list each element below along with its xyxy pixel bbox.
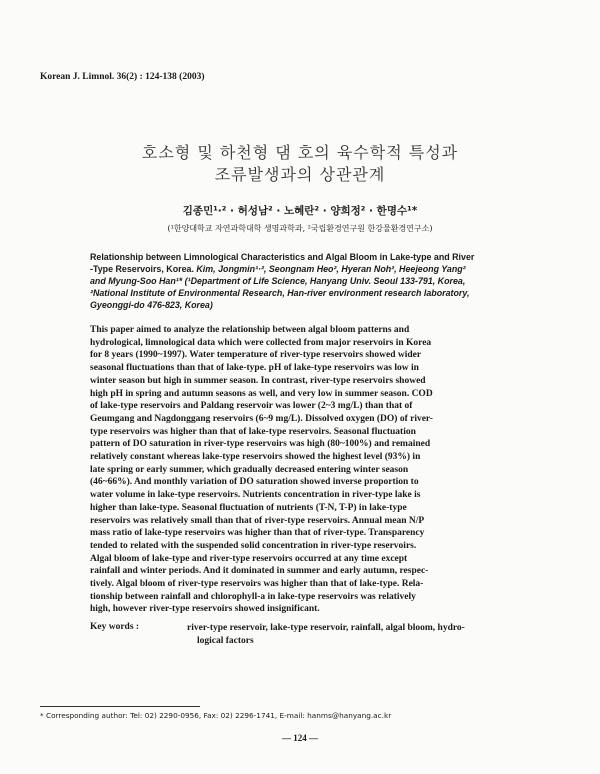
abstract-line: tively. Algal bloom of river-type reservoirs was higher than that of lake-type. Rela- <box>90 579 424 590</box>
english-title-line-1: Relationship between Limnological Characteristics and Algal Bloom in Lake-type and River <box>90 252 475 262</box>
korean-title-line-1: 호소형 및 하천형 댐 호의 육수학적 특성과 <box>141 143 459 162</box>
keywords-line-1: river-type reservoir, lake-type reservoir, rainfall, algal bloom, hydro- <box>187 623 465 633</box>
abstract-line: pattern of DO saturation in river-type reservoirs was high (80~100%) and remained <box>90 439 431 450</box>
abstract-line: This paper aimed to analyze the relationship between algal bloom patterns and <box>90 325 410 335</box>
english-title-line-2 <box>90 263 510 275</box>
abstract-line: (46~66%). And monthly variation of DO saturation showed inverse proportion to <box>90 477 419 488</box>
english-affiliation-line-3: (¹Department of Life Science, Hanyang Univ. Seoul 133-791, Korea, <box>184 276 466 286</box>
abstract-line: late spring or early summer, which gradually decreased entering winter season <box>90 464 409 475</box>
abstract-line: Geumgang and Nagdonggang reservoirs (6~9 mg/L). Dissolved oxygen (DO) of river- <box>90 413 433 424</box>
footnote-divider <box>40 706 200 707</box>
abstract-line: high, however river-type reservoirs showed insignificant. <box>90 604 320 615</box>
abstract-line: of lake-type reservoirs and Paldang reservoir was lower (2~3 mg/L) than that of <box>90 401 413 412</box>
journal-citation: Korean J. Limnol. 36(2) : 124-138 (2003) <box>40 72 205 82</box>
abstract-line: water volume in lake-type reservoirs. Nutrients concentration in river-type lake is <box>90 490 421 501</box>
abstract-line: reservoirs was relatively small than that of river-type reservoirs. Annual mean N/P <box>90 515 425 526</box>
english-authors-line-2: Kim, Jongmin¹·², Seongnam Heo², Hyeran Noh², Heejeong Yang² <box>196 264 466 274</box>
english-affiliation-line-4-text: ²National Institute of Environmental Research, Han-river environment research laboratory, <box>90 288 470 298</box>
korean-authors: 김종민¹·² · 허성남² · 노혜란² · 양희정² · 한명수¹* <box>182 205 418 217</box>
english-affiliation-line-5-text: Gyeonggi-do 476-823, Korea) <box>90 300 213 310</box>
abstract-line: type reservoirs was higher than that of lake-type reservoirs. Seasonal fluctuation <box>90 426 416 437</box>
abstract-line: mass ratio of lake-type reservoirs was higher than that of river-type. Transparency <box>90 528 425 539</box>
korean-affiliation: (¹한양대학교 자연과학대학 생명과학과, ²국립환경연구원 한강물환경연구소) <box>167 224 433 233</box>
abstract-line: for 8 years (1990~1997). Water temperature of river-type reservoirs showed wider <box>90 350 422 361</box>
keywords-text <box>187 622 510 647</box>
abstract-line: hydrological, limnological data which were collected from major reservoirs in Korea <box>90 337 432 348</box>
abstract-line: seasonal fluctuations than that of lake-type. pH of lake-type reservoirs was low in <box>90 363 419 374</box>
page-number: — 124 — <box>282 733 318 743</box>
english-affiliation-line-5 <box>90 299 510 311</box>
abstract-line: Algal bloom of lake-type and river-type reservoirs occurred at any time except <box>90 553 408 564</box>
keywords-label: Key words : <box>90 622 140 632</box>
abstract-line: winter season but high in summer season. In contrast, river-type reservoirs showed <box>90 375 426 386</box>
english-title-block <box>90 251 510 311</box>
corresponding-author-footnote: * Corresponding author: Tel: 02) 2290-0956, Fax: 02) 2296-1741, E-mail: hanms@hanyang.ac.kr <box>40 711 392 720</box>
abstract-line: high pH in spring and autumn seasons as well, and very low in summer season. COD <box>90 388 433 399</box>
keywords-line-2: logical factors <box>197 635 254 646</box>
abstract <box>90 324 510 616</box>
english-authors-line-3: and Myung-Soo Han¹* <box>90 276 183 286</box>
english-affiliation-line-4 <box>90 287 510 299</box>
abstract-line: tended to related with the suspended solid concentration in river-type reservoirs. <box>90 540 417 551</box>
abstract-line: higher than lake-type. Seasonal fluctuation of nutrients (T-N, T-P) in lake-type <box>90 502 407 513</box>
abstract-line: rainfall and winter periods. And it dominated in summer and early autumn, respec- <box>90 566 429 577</box>
english-title-line-2-text: -Type Reservoirs, Korea. <box>90 264 194 274</box>
english-title-line-3 <box>90 275 510 287</box>
abstract-line: relatively constant whereas lake-type reservoirs showed the highest level (93%) in <box>90 452 421 463</box>
abstract-line: tionship between rainfall and chlorophyll-a in lake-type reservoirs was relatively <box>90 591 416 602</box>
korean-title-line-2: 조류발생과의 상관관계 <box>214 165 386 184</box>
